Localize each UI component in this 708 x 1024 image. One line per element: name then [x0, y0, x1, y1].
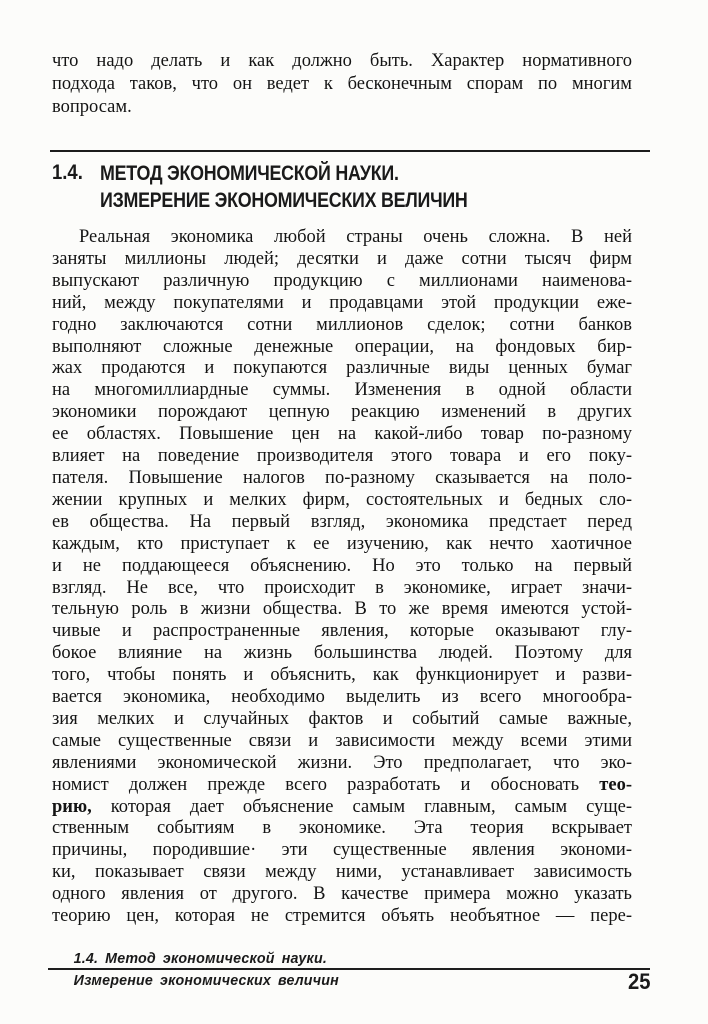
- text-line: тельную роль в жизни общества. В то же время имеются устой-: [52, 599, 632, 620]
- text-line: подхода таков, что он ведет к бесконечным спорам по многим: [52, 74, 632, 94]
- section-number: 1.4.: [52, 161, 83, 184]
- text-line: на многомиллиардные суммы. Изменения в одной области: [52, 380, 632, 401]
- text-line: того, чтобы понять и объяснить, как функционирует и разви-: [52, 665, 632, 686]
- text-line: годно заключаются сотни миллионов сделок; сотни банков: [52, 314, 632, 335]
- text-line: ки, показывает связи между ними, устанавливает зависимость: [52, 862, 632, 883]
- text-line: ственным событиям в экономике. Эта теория вскрывает: [52, 818, 632, 839]
- text-line: ее областях. Повышение цен на какой-либо товар по-разному: [52, 424, 632, 445]
- text-line: каждым, кто приступает к ее изучению, как нечто хаотичное: [52, 533, 632, 554]
- text-line: и не поддающееся объяснению. Но это только на первый: [52, 555, 632, 576]
- text-line: влияет на поведение производителя этого товара и его поку-: [52, 446, 632, 467]
- text-line: вопросам.: [52, 97, 132, 117]
- text-line: одного явления от другого. В качестве примера можно указать: [52, 884, 632, 905]
- text-line: самые существенные связи и зависимости между всеми этими: [52, 730, 632, 751]
- page-number: 25: [627, 969, 650, 994]
- text-line: пателя. Повышение налогов по-разному сказывается на поло-: [52, 467, 632, 488]
- text-line: ев общества. На первый взгляд, экономика предстает перед: [52, 511, 632, 532]
- text-line: рию, которая дает объяснение самым главным, самым суще-: [52, 796, 632, 817]
- section-title-line-1: МЕТОД ЭКОНОМИЧЕСКОЙ НАУКИ.: [100, 162, 399, 185]
- footer-bottom-row: [48, 969, 650, 994]
- text-line: жах продаются и покупаются различные виды ценных бумаг: [52, 358, 632, 379]
- text-line: вается экономика, необходимо выделить из всего многообра-: [52, 687, 632, 708]
- section-title-line-2: ИЗМЕРЕНИЕ ЭКОНОМИЧЕСКИХ ВЕЛИЧИН: [100, 189, 468, 212]
- text-line: чивые и распространенные явления, которые оказывают глу-: [52, 621, 632, 642]
- footer-rule: [48, 968, 650, 970]
- section-header: [50, 160, 650, 214]
- text-line: причины, породившие· эти существенные явления экономи-: [52, 840, 632, 861]
- text-line: явлениями экономической жизни. Это предполагает, что эко-: [52, 752, 632, 773]
- text-line: экономики порождают цепную реакцию изменений в других: [52, 402, 632, 423]
- running-footer: [48, 951, 650, 992]
- text-line: теорию цен, которая не стремится объять необъятное — пере-: [52, 906, 632, 927]
- body-paragraph: [52, 227, 632, 928]
- text-line: ний, между покупателями и продавцами этой продукции еже-: [52, 292, 632, 313]
- text-line: зия мелких и случайных фактов и событий самые важные,: [52, 708, 632, 729]
- top-paragraph: [52, 50, 632, 119]
- text-line: Реальная экономика любой страны очень сложна. В ней: [79, 227, 632, 247]
- text-line: номист должен прежде всего разработать и обосновать тео-: [52, 774, 632, 795]
- text-line: жении крупных и мелких фирм, состоятельных и бедных сло-: [52, 489, 632, 510]
- text-line: выпускают различную продукцию с миллионами наименова-: [52, 270, 632, 291]
- text-line: что надо делать и как должно быть. Характер нормативного: [52, 51, 632, 71]
- footer-line-1: 1.4. Метод экономической науки.: [73, 950, 328, 967]
- text-line: выполняют сложные денежные операции, на фондовых бир-: [52, 336, 632, 357]
- text-line: бокое влияние на жизнь большинства людей. Поэтому для: [52, 643, 632, 664]
- text-line: взгляд. Не все, что происходит в экономике, играет значи-: [52, 577, 632, 598]
- footer-line-2: Измерение экономических величин: [73, 972, 339, 989]
- section-divider-rule: [50, 150, 650, 152]
- section-title: [100, 160, 568, 214]
- text-line: заняты миллионы людей; десятки и даже сотни тысяч фирм: [52, 248, 632, 269]
